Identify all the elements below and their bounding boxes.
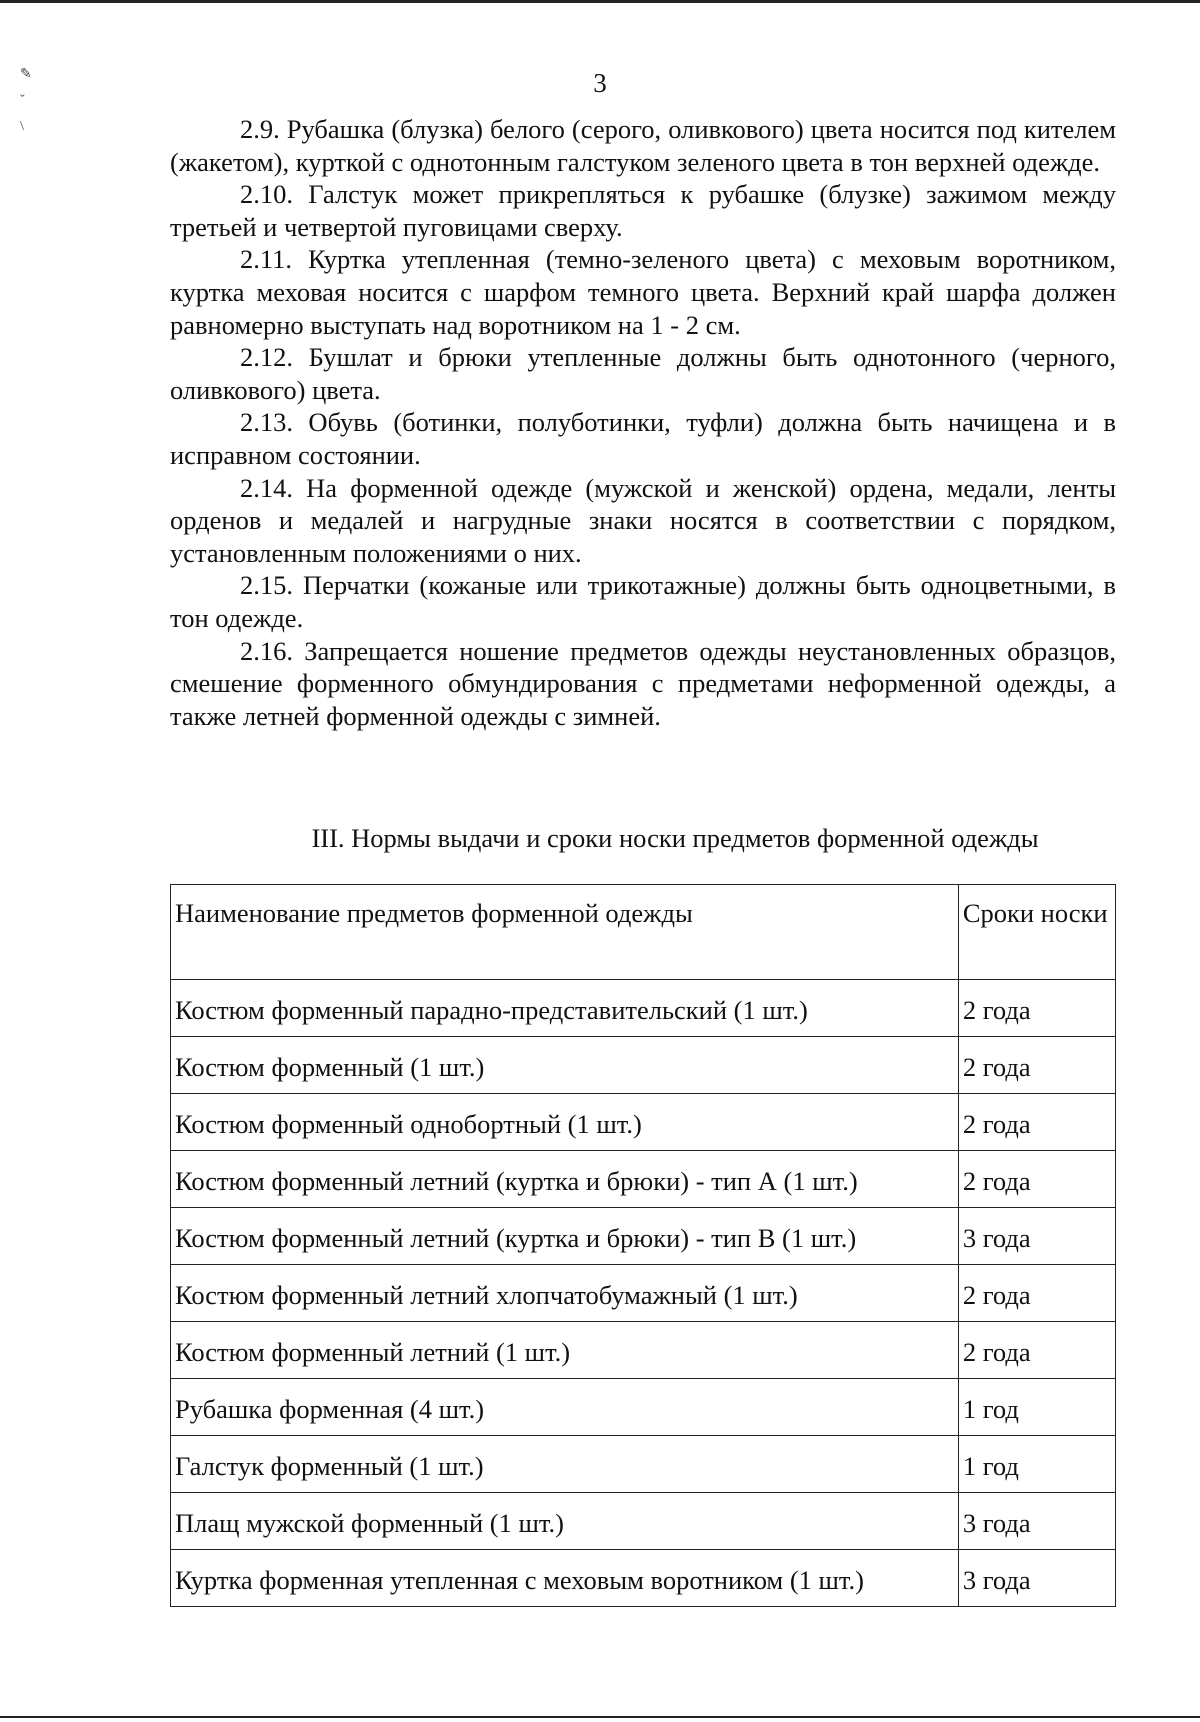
paragraph-2-15: 2.15. Перчатки (кожаные или трикотажные) должны быть одноцветными, в тон одежде. xyxy=(170,570,1116,633)
table-row xyxy=(171,1151,1116,1208)
table-row xyxy=(171,1208,1116,1265)
table-row xyxy=(171,1094,1116,1151)
item-term-cell: 2 года xyxy=(958,980,1115,1037)
scan-mark: ✎ xyxy=(20,67,32,82)
scan-mark: ˇ xyxy=(20,93,25,108)
item-term-cell: 2 года xyxy=(958,1151,1115,1208)
item-name-cell: Костюм форменный летний хлопчатобумажный (1 шт.) xyxy=(171,1265,959,1322)
item-name-cell: Костюм форменный летний (куртка и брюки) - тип В (1 шт.) xyxy=(171,1208,959,1265)
item-name-cell: Костюм форменный парадно-представительский (1 шт.) xyxy=(171,980,959,1037)
item-name-cell: Галстук форменный (1 шт.) xyxy=(171,1436,959,1493)
item-term-cell: 3 года xyxy=(958,1208,1115,1265)
table-row xyxy=(171,1037,1116,1094)
scan-top-edge xyxy=(0,0,1200,3)
item-name-cell: Костюм форменный (1 шт.) xyxy=(171,1037,959,1094)
paragraph-2-13: 2.13. Обувь (ботинки, полуботинки, туфли) должна быть начищена и в исправном состоянии. xyxy=(170,407,1116,470)
item-term-cell: 1 год xyxy=(958,1436,1115,1493)
header-name-cell: Наименование предметов форменной одежды xyxy=(171,885,959,980)
paragraph-2-9: 2.9. Рубашка (блузка) белого (серого, оливкового) цвета носится под кителем (жакетом), курткой с однотонным галстуком зеленого цвета в тон верхней одежде. xyxy=(170,114,1116,177)
paragraph-2-10: 2.10. Галстук может прикрепляться к рубашке (блузке) зажимом между третьей и четвертой пуговицами сверху. xyxy=(170,179,1116,242)
section-heading: III. Нормы выдачи и сроки носки предметов форменной одежды xyxy=(311,823,1039,853)
paragraph-2-16: 2.16. Запрещается ношение предметов одежды неустановленных образцов, смешение форменного обмундирования с предметами неформенной одежды, а также летней форменной одежды с зимней. xyxy=(170,635,1116,731)
table-row xyxy=(171,1379,1116,1436)
table-row xyxy=(171,980,1116,1037)
item-name-cell: Костюм форменный однобортный (1 шт.) xyxy=(171,1094,959,1151)
item-term-cell: 1 год xyxy=(958,1379,1115,1436)
item-name-cell: Рубашка форменная (4 шт.) xyxy=(171,1379,959,1436)
item-term-cell: 2 года xyxy=(958,1037,1115,1094)
scan-mark: \ xyxy=(20,119,24,134)
item-term-cell: 3 года xyxy=(958,1550,1115,1607)
page-number: 3 xyxy=(593,68,607,98)
item-term-cell: 3 года xyxy=(958,1493,1115,1550)
paragraph-2-11: 2.11. Куртка утепленная (темно-зеленого цвета) с меховым воротником, куртка меховая носится с шарфом темного цвета. Верхний край шарфа должен равномерно выступать над воротником на 1 - 2 см. xyxy=(170,244,1116,340)
table-row xyxy=(171,1322,1116,1379)
item-term-cell: 2 года xyxy=(958,1094,1115,1151)
table-row xyxy=(171,1550,1116,1607)
paragraph-2-12: 2.12. Бушлат и брюки утепленные должны быть однотонного (черного, оливкового) цвета. xyxy=(170,342,1116,405)
scan-bottom-edge xyxy=(0,1716,1200,1718)
item-name-cell: Костюм форменный летний (1 шт.) xyxy=(171,1322,959,1379)
table-row xyxy=(171,1265,1116,1322)
norms-table xyxy=(170,884,1116,1607)
table-header-row xyxy=(171,885,1116,980)
table-row xyxy=(171,1493,1116,1550)
item-name-cell: Куртка форменная утепленная с меховым воротником (1 шт.) xyxy=(171,1550,959,1607)
body-text xyxy=(170,113,1116,732)
paragraph-2-14: 2.14. На форменной одежде (мужской и женской) ордена, медали, ленты орденов и медалей и нагрудные знаки носятся в соответствии с порядком, установленным положениями о них. xyxy=(170,472,1116,568)
item-term-cell: 2 года xyxy=(958,1322,1115,1379)
item-name-cell: Костюм форменный летний (куртка и брюки) - тип А (1 шт.) xyxy=(171,1151,959,1208)
header-term-cell: Сроки носки xyxy=(958,885,1115,980)
table-row xyxy=(171,1436,1116,1493)
item-term-cell: 2 года xyxy=(958,1265,1115,1322)
item-name-cell: Плащ мужской форменный (1 шт.) xyxy=(171,1493,959,1550)
